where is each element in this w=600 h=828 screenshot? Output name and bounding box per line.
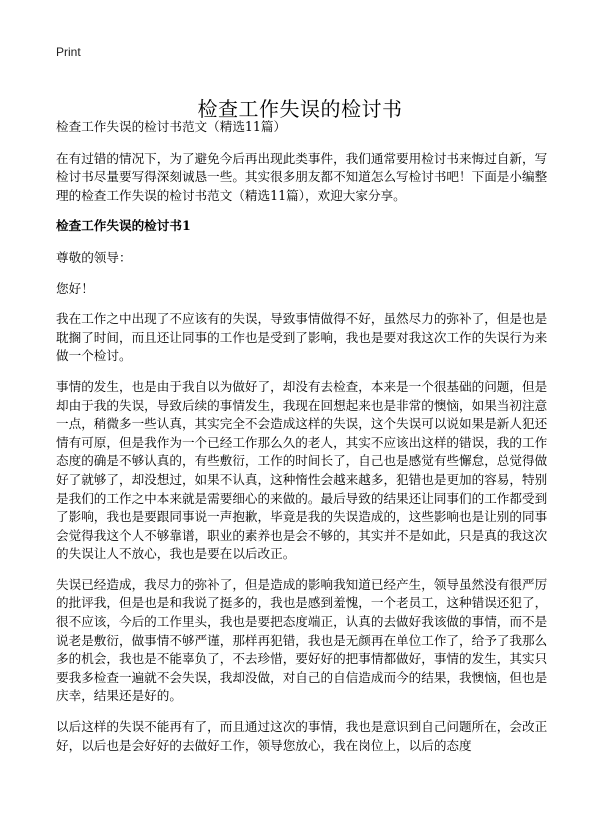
body-paragraph: 以后这样的失误不能再有了，而且通过这次的事情，我也是意识到自己问题所在，会改正好，以后也是会好好的去做好工作，领导您放心，我在岗位上，以后的态度 bbox=[56, 719, 548, 753]
salutation: 尊敬的领导： bbox=[56, 249, 132, 265]
body-paragraph: 事情的发生，也是由于我自以为做好了，却没有去检查，本来是一个很基础的问题，但是却由于我的失误，导致后续的事情发生，我现在回想起来也是非常的懊恼，如果当初注意一点，稍微多一些认真，其实完全不会造成这样的失误，这个失误可以说如果是新人犯还情有可原，但是我作为一个已经工作那么久的老人，其实不应该出这样的错误，我的工作态度的确是不够认真的，有些敷衍，工作的时间长了，自己也是感觉有些懈怠，总觉得做好了就够了，却没想过，如果不认真，这种惰性会越来越多，犯错也是更加的容易，特别是我们的工作之中本来就是需要细心的来做的。最后导致的结果还让同事们的工作都受到了影响，我也是要跟同事说一声抱歉，毕竟是我的失误造成的，这些影响也是让别的同事会觉得我这个人不够靠谱，职业的素养也是会不够的，其实并不是如此，只是真的我这次的失误让人不放心，我也是要在以后改正。 bbox=[56, 378, 548, 562]
section-heading: 检查工作失误的检讨书1 bbox=[56, 218, 191, 234]
intro-paragraph: 在有过错的情况下，为了避免今后再出现此类事件，我们通常要用检讨书来悔过自新，写检讨书尽量要写得深刻诚恳一些。其实很多朋友都不知道怎么写检讨书吧！下面是小编整理的检查工作失误的检讨书范文（精选11篇），欢迎大家分享。 bbox=[56, 150, 548, 203]
body-paragraph: 失误已经造成，我尽力的弥补了，但是造成的影响我知道已经产生，领导虽然没有很严厉的批评我，但是也是和我说了挺多的，我也是感到羞愧，一个老员工，这种错误还犯了，很不应该，今后的工作里头，我也是要把态度端正，认真的去做好我该做的事情，而不是说老是敷衍，做事情不够严谨，那样再犯错，我也是无颜再在单位工作了，给予了我那么多的机会，我也是不能辜负了，不去珍惜，要好好的把事情都做好，事情的发生，其实只要我多检查一遍就不会失误，我却没做，对自己的自信造成而今的结果，我懊恼，但也是庆幸，结果还是好的。 bbox=[56, 576, 548, 704]
print-label[interactable]: Print bbox=[56, 45, 81, 59]
body-paragraph: 我在工作之中出现了不应该有的失误，导致事情做得不好，虽然尽力的弥补了，但是也是耽搁了时间，而且还让同事的工作也是受到了影响，我也是要对我这次工作的失误行为来做一个检讨。 bbox=[56, 311, 548, 364]
document-subtitle: 检查工作失误的检讨书范文（精选11篇） bbox=[56, 119, 287, 134]
greeting: 您好！ bbox=[56, 280, 94, 296]
document-body bbox=[56, 118, 550, 767]
document-title: 检查工作失误的检讨书 bbox=[197, 97, 403, 122]
